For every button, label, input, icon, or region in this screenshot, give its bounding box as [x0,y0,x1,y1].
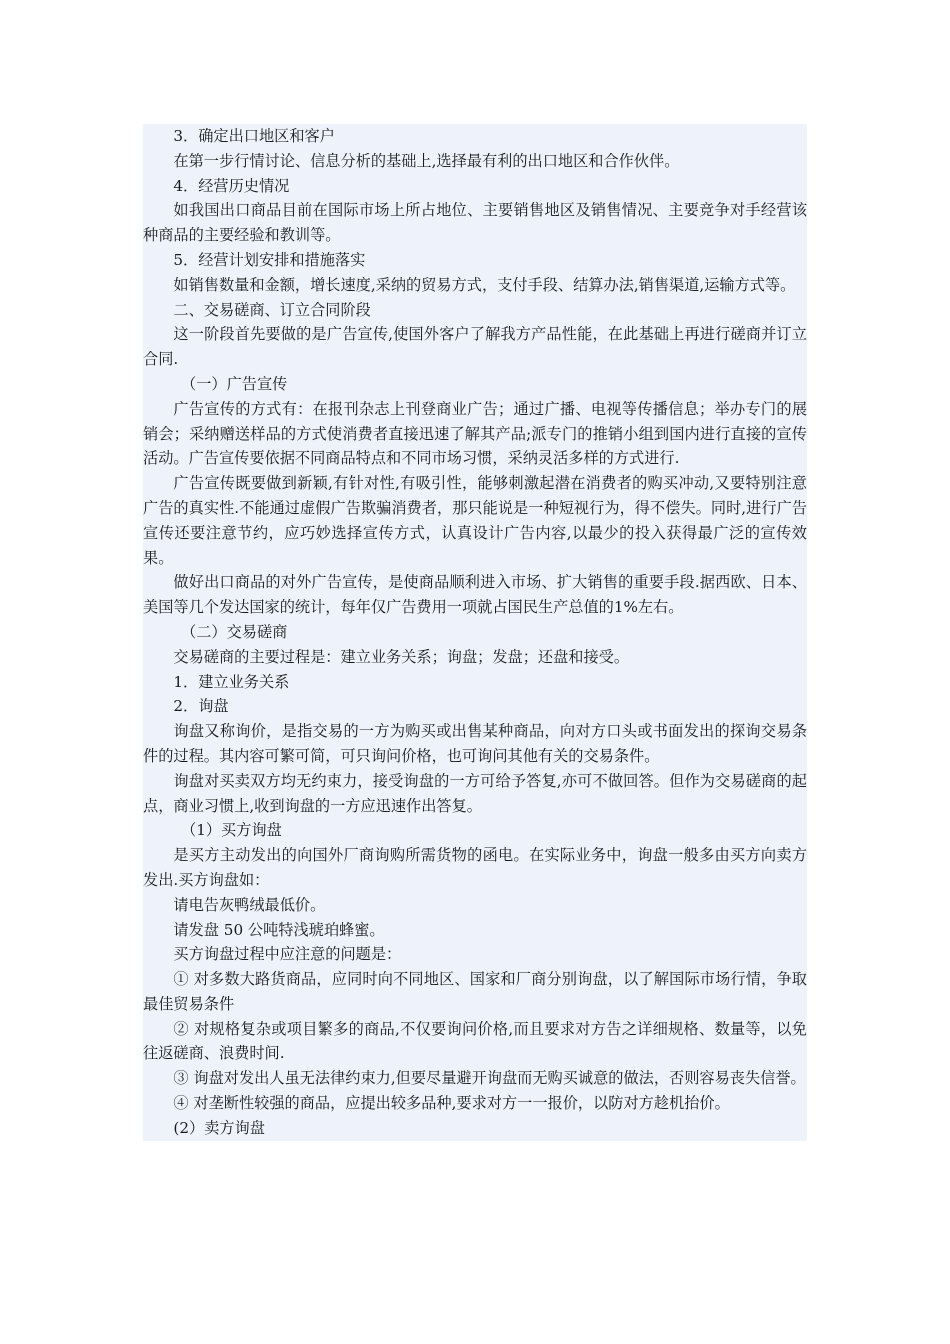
body-paragraph: 这一阶段首先要做的是广告宣传,使国外客户了解我方产品性能，在此基础上再进行磋商并订立合同. [143,325,807,369]
body-paragraph: 广告宣传既要做到新颖,有针对性,有吸引性，能够刺激起潜在消费者的购买冲动,又要特别注意广告的真实性.不能通过虚假广告欺骗消费者，那只能说是一种短视行为，得不偿失。同时,进行广告宣传还要注意节约，应巧妙选择宣传方式，认真设计广告内容,以最少的投入获得最广泛的宣传效果。 [143,474,807,567]
subsection-heading: （一）广告宣传 [181,374,288,393]
body-paragraph: 在第一步行情讨论、信息分析的基础上,选择最有利的出口地区和合作伙伴。 [173,151,680,170]
section-heading: 5．经营计划安排和措施落实 [173,250,366,269]
section-heading: 1．建立业务关系 [173,672,290,691]
body-paragraph: 做好出口商品的对外广告宣传，是使商品顺利进入市场、扩大销售的重要手段.据西欧、日本、美国等几个发达国家的统计，每年仅广告费用一项就占国民生产总值的1%左右。 [143,573,807,617]
body-paragraph: 请电告灰鸭绒最低价。 [173,895,326,914]
list-item: ① 对多数大路货商品，应同时向不同地区、国家和厂商分别询盘，以了解国际市场行情，争取最佳贸易条件 [143,970,807,1013]
body-paragraph: 如我国出口商品目前在国际市场上所占地位、主要销售地区及销售情况、主要竞争对手经营该种商品的主要经验和教训等。 [143,201,807,245]
section-heading: 二、交易磋商、订立合同阶段 [173,300,371,319]
section-heading: 2．询盘 [173,697,229,716]
subsection-heading: （二）交易磋商 [181,622,288,641]
body-paragraph: 买方询盘过程中应注意的问题是： [173,945,402,964]
body-paragraph: 请发盘 50 公吨特浅琥珀蜂蜜。 [173,920,385,939]
subsection-heading: （1）买方询盘 [181,821,282,840]
body-paragraph: 交易磋商的主要过程是：建立业务关系；询盘；发盘；还盘和接受。 [173,647,630,666]
body-paragraph: 是买方主动发出的向国外厂商询购所需货物的函电。在实际业务中，询盘一般多由买方向卖方发出.买方询盘如： [143,846,807,889]
list-item: ② 对规格复杂或项目繁多的商品,不仅要询问价格,而且要求对方告之详细规格、数量等，以免往返磋商、浪费时间. [143,1019,807,1063]
body-paragraph: 如销售数量和金额，增长速度,采纳的贸易方式，支付手段、结算办法,销售渠道,运输方式等。 [173,275,796,294]
section-heading: (2）卖方询盘 [173,1118,265,1137]
list-item: ③ 询盘对发出人虽无法律约束力,但要尽量避开询盘而无购买诚意的做法，否则容易丧失信誉。 [173,1069,806,1088]
body-paragraph: 广告宣传的方式有：在报刊杂志上刊登商业广告；通过广播、电视等传播信息；举办专门的展销会；采纳赠送样品的方式使消费者直接迅速了解其产品;派专门的推销小组到国内进行直接的宣传活动。广告宣传要依据不同商品特点和不同市场习惯，采纳灵活多样的方式进行. [143,399,807,468]
body-paragraph: 询盘对买卖双方均无约束力，接受询盘的一方可给予答复,亦可不做回答。但作为交易磋商的起点，商业习惯上,收到询盘的一方应迅速作出答复。 [143,771,807,815]
section-heading: 4．经营历史情况 [173,176,290,195]
section-heading: 3．确定出口地区和客户 [173,127,335,145]
document-body [143,124,807,1141]
list-item: ④ 对垄断性较强的商品，应提出较多品种,要求对方一一报价，以防对方趁机抬价。 [173,1094,730,1113]
body-paragraph: 询盘又称询价，是指交易的一方为购买或出售某种商品，向对方口头或书面发出的探询交易条件的过程。其内容可繁可简，可只询问价格，也可询问其他有关的交易条件。 [143,722,807,765]
